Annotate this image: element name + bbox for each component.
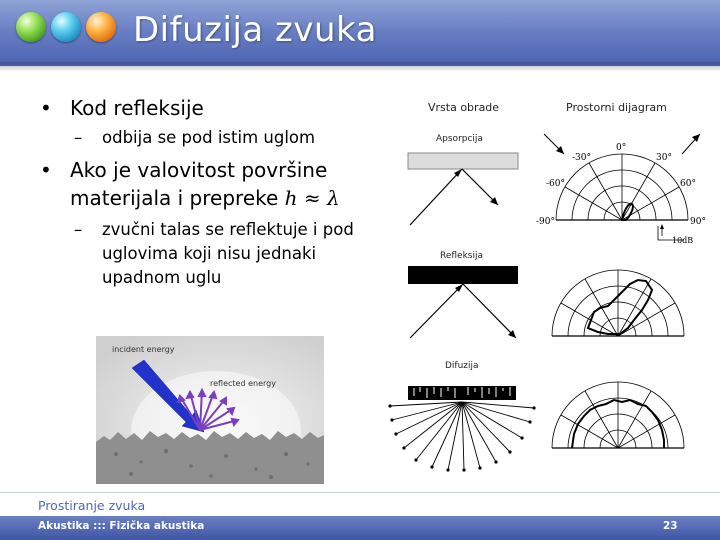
title-bar-shadow <box>0 62 720 72</box>
footer-subtitle: Prostiranje zvuka <box>38 498 146 513</box>
bullet-text: Ako je valovitost površine materijala i prepreke <box>70 158 328 210</box>
column-title-treatment: Vrsta obrade <box>428 101 500 114</box>
row-label-absorption: Apsorpcija <box>436 134 483 144</box>
row-label-reflection: Refleksija <box>440 251 484 261</box>
dash-icon: – <box>74 220 83 239</box>
slide-title: Difuzija zvuka <box>133 10 377 50</box>
course-name: Akustika ::: Fizička akustika <box>38 520 205 532</box>
green-orb-icon <box>16 12 46 42</box>
footer-divider <box>0 492 720 493</box>
angle-label-minus-60: -60° <box>546 179 565 189</box>
blue-orb-icon <box>51 12 81 42</box>
sub-bullet-text: zvučni talas se reflektuje i pod uglovima koji nisu jednaki upadnom uglu <box>102 220 354 287</box>
dash-icon: – <box>74 128 83 147</box>
diffused-rays <box>390 402 534 470</box>
angle-label-minus-90: -90° <box>536 217 555 227</box>
bullet-text: Kod refleksije <box>70 96 204 120</box>
bullet-roughness <box>30 156 385 212</box>
incident-ray <box>410 169 462 225</box>
incident-ray <box>410 284 463 338</box>
reflected-ray <box>463 284 516 338</box>
scale-label: 10dB <box>672 236 694 245</box>
reflection-lobe <box>588 280 652 334</box>
orange-orb-icon <box>86 12 116 42</box>
angle-label-90: 90° <box>690 217 706 227</box>
bullet-list <box>30 90 385 290</box>
absorbing-panel <box>408 153 518 169</box>
reflected-energy-label: reflected energy <box>210 379 276 388</box>
math-formula: h ≈ λ <box>284 186 340 210</box>
reflecting-panel <box>408 266 518 284</box>
polar-diagram-absorption <box>534 130 714 248</box>
bullet-icon: • <box>40 96 52 120</box>
angle-label-60: 60° <box>680 179 696 189</box>
diffuser-panel <box>408 386 516 400</box>
diffusion-illustration <box>96 336 324 484</box>
column-title-polar-diagram: Prostorni dijagram <box>566 101 667 114</box>
page-number: 23 <box>663 520 678 532</box>
angle-label-0: 0° <box>616 143 627 153</box>
polar-diagram-diffusion <box>548 376 688 452</box>
reflection-schematic <box>396 262 530 342</box>
sub-bullet <box>30 126 385 150</box>
angle-label-30: 30° <box>656 153 672 163</box>
bullet-reflection <box>30 94 385 122</box>
sub-bullet <box>30 218 385 290</box>
absorption-schematic <box>396 145 530 230</box>
angle-label-minus-30: -30° <box>572 153 591 163</box>
incident-energy-label: incident energy <box>112 345 175 354</box>
row-label-diffusion: Difuzija <box>445 361 479 371</box>
diffusion-schematic <box>386 372 536 472</box>
bullet-icon: • <box>40 158 52 182</box>
sub-bullet-text: odbija se pod istim uglom <box>102 128 316 147</box>
polar-diagram-reflection <box>548 264 688 340</box>
